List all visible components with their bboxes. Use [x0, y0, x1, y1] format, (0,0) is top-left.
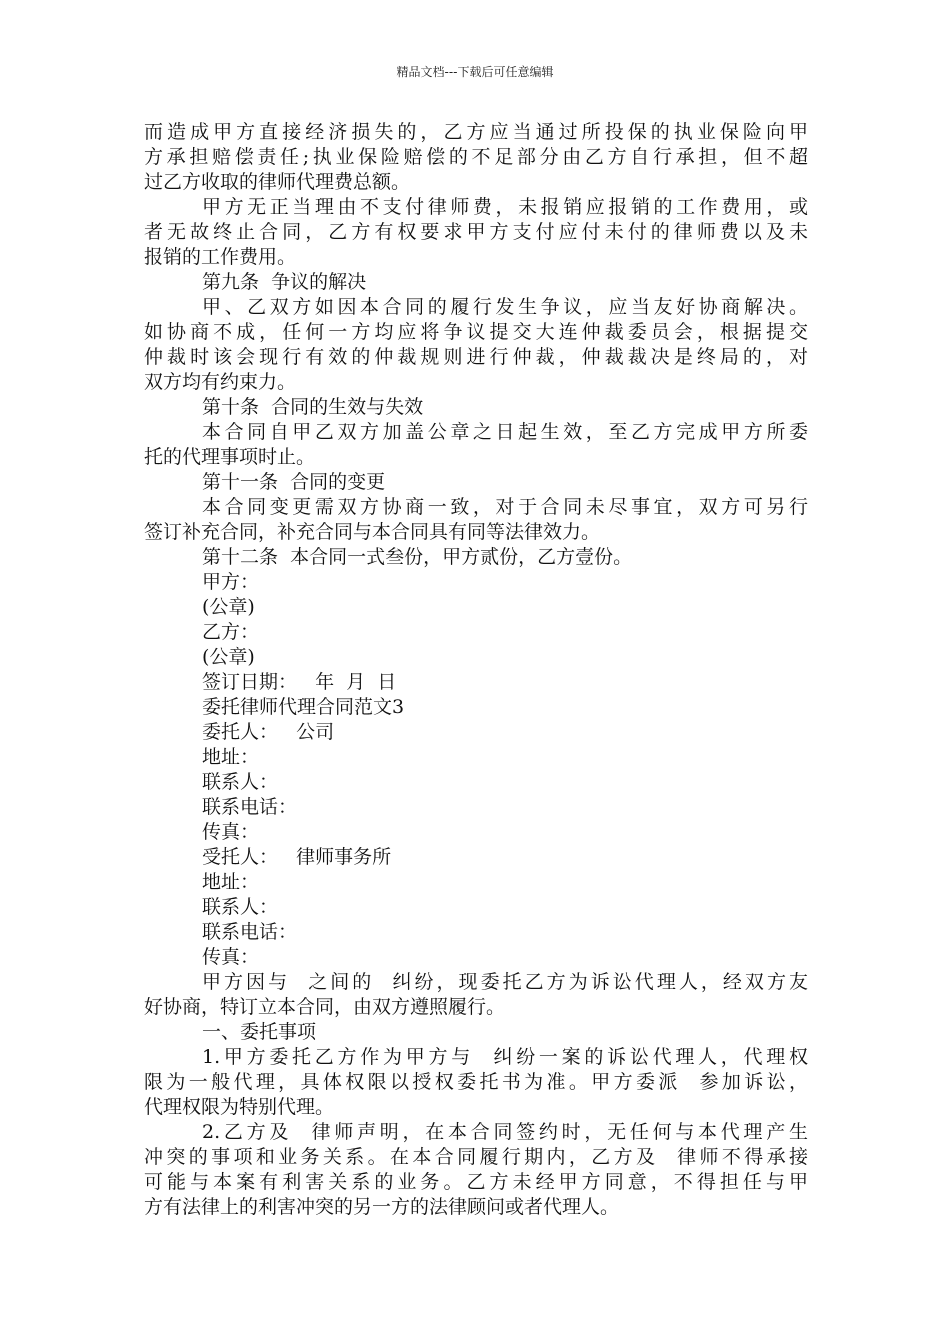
- text-line: 者无故终止合同，乙方有权要求甲方支付应付未付的律师费以及未: [144, 221, 808, 243]
- text-line: 限为一般代理，具体权限以授权委托书为准。甲方委派 参加诉讼，: [144, 1071, 808, 1093]
- text-line: 报销的工作费用。: [144, 246, 297, 268]
- text-line: 签订日期： 年 月 日: [202, 671, 397, 693]
- text-line: 甲方：: [202, 571, 260, 593]
- text-line: 代理权限为特别代理。: [144, 1096, 335, 1118]
- text-line: 甲方无正当理由不支付律师费，未报销应报销的工作费用，或: [202, 196, 808, 218]
- text-line: 传真：: [202, 821, 260, 843]
- text-line: 乙方：: [202, 621, 260, 643]
- text-line: 1.甲方委托乙方作为甲方与 纠纷一案的诉讼代理人，代理权: [202, 1046, 808, 1068]
- text-line: 联系电话：: [202, 796, 298, 818]
- text-line: 地址：: [202, 871, 260, 893]
- text-line: 本合同变更需双方协商一致，对于合同未尽事宜，双方可另行: [202, 496, 808, 518]
- text-line: 冲突的事项和业务关系。在本合同履行期内，乙方及 律师不得承接: [144, 1146, 808, 1168]
- text-line: 过乙方收取的律师代理费总额。: [144, 171, 411, 193]
- text-line: 联系电话：: [202, 921, 298, 943]
- text-line: (公章): [202, 646, 255, 668]
- text-line: 一、委托事项: [202, 1021, 317, 1043]
- text-line: 可能与本案有利害关系的业务。乙方未经甲方同意，不得担任与甲: [144, 1171, 808, 1193]
- text-line: 地址：: [202, 746, 260, 768]
- text-line: 第十条 合同的生效与失效: [202, 396, 424, 418]
- text-line: 受托人： 律师事务所: [202, 846, 392, 868]
- text-line: 2.乙方及 律师声明，在本合同签约时，无任何与本代理产生: [202, 1121, 808, 1143]
- text-line: 方承担赔偿责任;执业保险赔偿的不足部分由乙方自行承担，但不超: [144, 146, 808, 168]
- text-line: (公章): [202, 596, 255, 618]
- text-line: 托的代理事项时止。: [144, 446, 316, 468]
- text-line: 签订补充合同，补充合同与本合同具有同等法律效力。: [144, 521, 601, 543]
- text-line: 好协商，特订立本合同，由双方遵照履行。: [144, 996, 506, 1018]
- text-line: 方有法律上的利害冲突的另一方的法律顾问或者代理人。: [144, 1196, 620, 1218]
- text-line: 传真：: [202, 946, 260, 968]
- text-line: 第十一条 合同的变更: [202, 471, 386, 493]
- text-line: 甲方因与 之间的 纠纷，现委托乙方为诉讼代理人，经双方友: [202, 971, 808, 993]
- text-line: 如协商不成，任何一方均应将争议提交大连仲裁委员会，根据提交: [144, 321, 808, 343]
- text-line: 联系人：: [202, 896, 279, 918]
- text-line: 委托人： 公司: [202, 721, 335, 743]
- document-body: [144, 120, 808, 1220]
- text-line: 本合同自甲乙双方加盖公章之日起生效，至乙方完成甲方所委: [202, 421, 808, 443]
- page-header: 精品文档---下载后可任意编辑: [396, 65, 554, 79]
- text-line: 甲、乙双方如因本合同的履行发生争议，应当友好协商解决。: [202, 296, 808, 318]
- text-line: 委托律师代理合同范文3: [202, 696, 405, 718]
- text-line: 而造成甲方直接经济损失的，乙方应当通过所投保的执业保险向甲: [144, 121, 808, 143]
- text-line: 联系人：: [202, 771, 279, 793]
- text-line: 仲裁时该会现行有效的仲裁规则进行仲裁，仲裁裁决是终局的，对: [144, 346, 808, 368]
- text-line: 双方均有约束力。: [144, 371, 297, 393]
- text-line: 第九条 争议的解决: [202, 271, 367, 293]
- text-line: 第十二条 本合同一式叁份，甲方贰份，乙方壹份。: [202, 546, 633, 568]
